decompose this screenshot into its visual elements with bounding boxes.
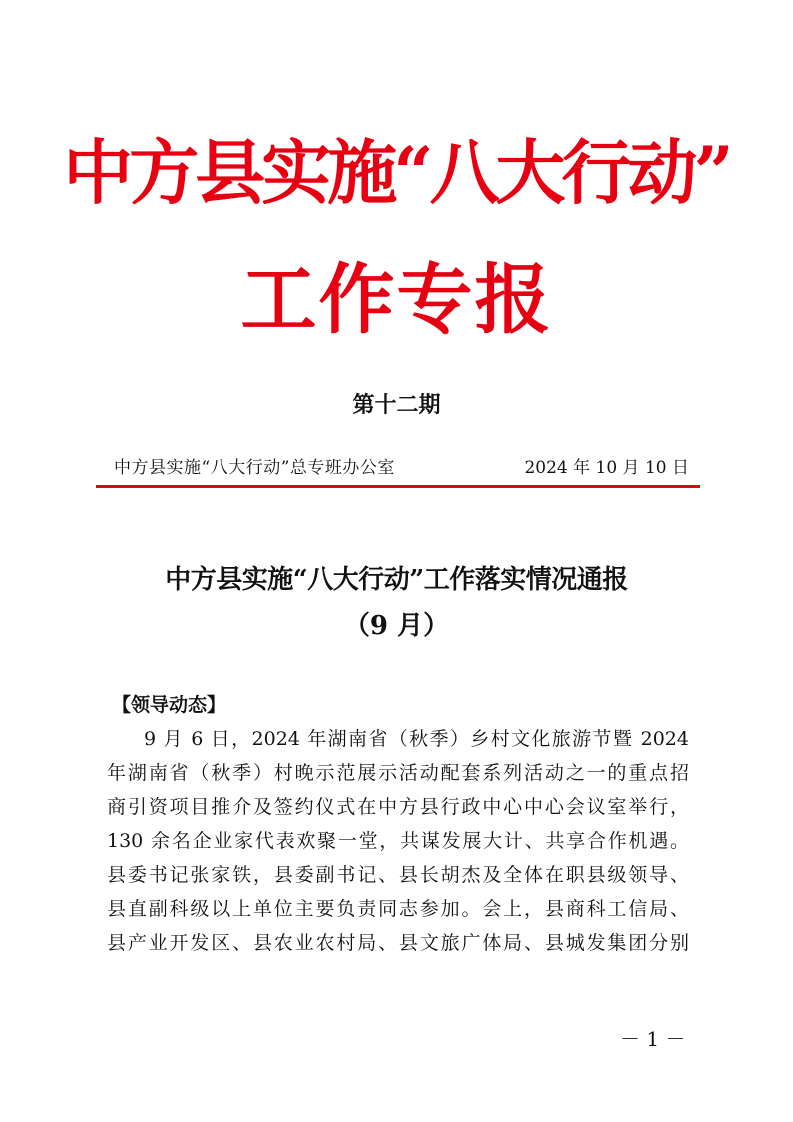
body-paragraph-line: 县委书记张家铁，县委副书记、县长胡杰及全体在职县级领导、 — [107, 864, 689, 886]
section-heading: 【领导动态】 — [112, 694, 227, 716]
document-title: 中方县实施“八大行动”工作落实情况通报 — [165, 565, 628, 595]
issuer-office: 中方县实施“八大行动”总专班办公室 — [114, 458, 395, 478]
issue-date: 2024 年 10 月 10 日 — [524, 458, 689, 478]
body-paragraph-line: 县产业开发区、县农业农村局、县文旅广体局、县城发集团分别 — [107, 932, 689, 954]
body-paragraph-line: 县直副科级以上单位主要负责同志参加。会上，县商科工信局、 — [107, 898, 689, 920]
red-divider-rule — [96, 485, 700, 488]
body-paragraph-line: 9 月 6 日，2024 年湖南省（秋季）乡村文化旅游节暨 2024 — [144, 728, 689, 750]
body-paragraph-line: 年湖南省（秋季）村晚示范展示活动配套系列活动之一的重点招 — [107, 762, 689, 784]
body-paragraph-line: 商引资项目推介及签约仪式在中方县行政中心中心会议室举行， — [107, 796, 689, 818]
document-subtitle: （9 月） — [343, 611, 450, 641]
issuer-row — [114, 454, 689, 482]
issue-number: 第十二期 — [352, 393, 441, 418]
masthead-title-line1: 中方县实施“八大行动” — [63, 131, 730, 214]
masthead-title-line2: 工作专报 — [240, 255, 553, 344]
page-number: － 1 － — [620, 1027, 686, 1051]
body-paragraph-line: 130 余名企业家代表欢聚一堂，共谋发展大计、共享合作机遇。 — [107, 830, 689, 852]
